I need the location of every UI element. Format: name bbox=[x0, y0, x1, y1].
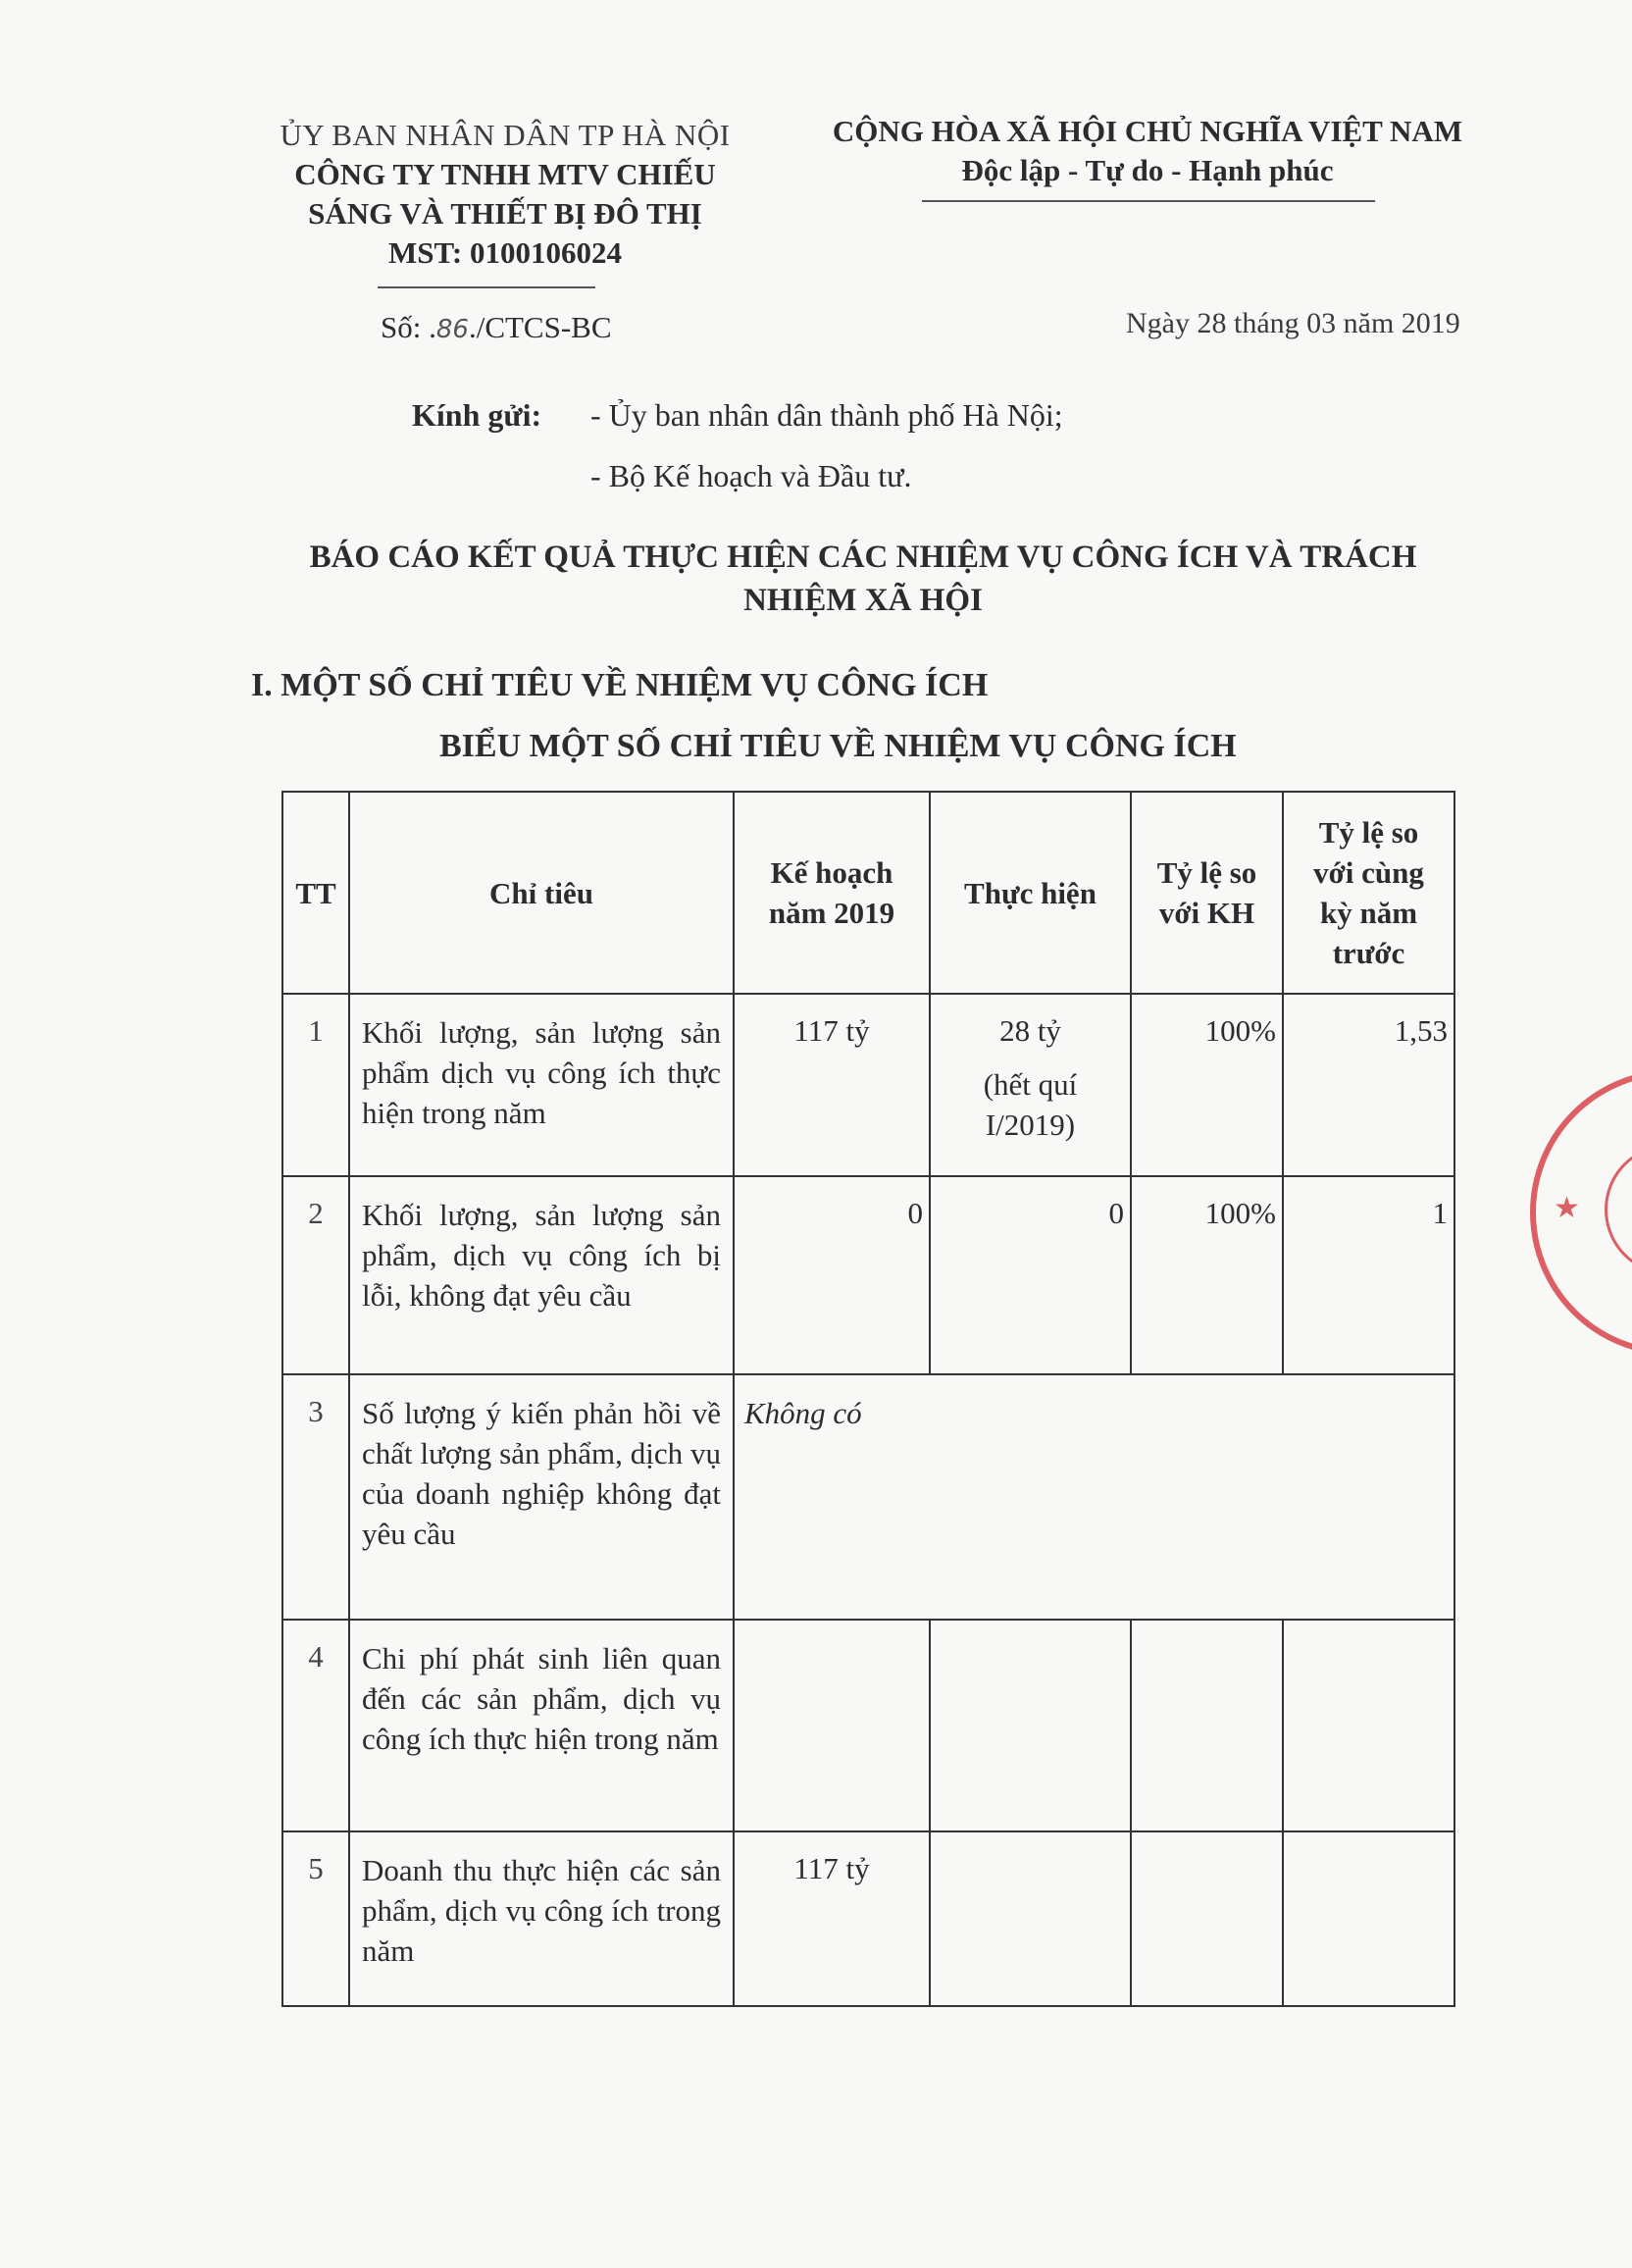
col-header-actual: Thực hiện bbox=[930, 792, 1131, 994]
row-ratio-plan: 100% bbox=[1131, 1176, 1283, 1374]
section-heading: I. MỘT SỐ CHỈ TIÊU VỀ NHIỆM VỤ CÔNG ÍCH bbox=[251, 667, 989, 703]
table-header-row bbox=[282, 792, 1454, 994]
row-ratio-prior bbox=[1283, 1620, 1454, 1831]
col-header-ratio-plan: Tỷ lệ so với KH bbox=[1131, 792, 1283, 994]
row-tt: 4 bbox=[282, 1620, 349, 1831]
doc-number-handwritten: 86 bbox=[435, 315, 469, 344]
row-actual-value: 28 tỷ bbox=[999, 1013, 1061, 1048]
national-motto-block bbox=[804, 112, 1491, 190]
table-row bbox=[282, 994, 1454, 1176]
table-row bbox=[282, 1620, 1454, 1831]
row-tt: 1 bbox=[282, 994, 349, 1176]
row-indicator: Khối lượng, sản lượng sản phẩm dịch vụ công ích thực hiện trong năm bbox=[349, 994, 734, 1176]
row-plan: 0 bbox=[734, 1176, 930, 1374]
row-ratio-plan: 100% bbox=[1131, 994, 1283, 1176]
row-merged-value: Không có bbox=[734, 1374, 1454, 1620]
row-indicator: Khối lượng, sản lượng sản phẩm, dịch vụ công ích bị lỗi, không đạt yêu cầu bbox=[349, 1176, 734, 1374]
row-ratio-prior bbox=[1283, 1831, 1454, 2006]
report-title bbox=[235, 536, 1491, 622]
row-ratio-plan bbox=[1131, 1620, 1283, 1831]
issuer-block bbox=[250, 116, 760, 273]
document-date: Ngày 28 tháng 03 năm 2019 bbox=[1126, 307, 1460, 339]
seal-star-icon: ★ bbox=[1554, 1192, 1580, 1224]
row-plan: 117 tỷ bbox=[734, 1831, 930, 2006]
row-actual bbox=[930, 994, 1131, 1176]
row-plan: 117 tỷ bbox=[734, 994, 930, 1176]
col-header-tt: TT bbox=[282, 792, 349, 994]
row-indicator: Số lượng ý kiến phản hồi về chất lượng sản phẩm, dịch vụ của doanh nghiệp không đạt yêu cầu bbox=[349, 1374, 734, 1620]
col-header-ratio-prior: Tỷ lệ so với cùng kỳ năm trước bbox=[1283, 792, 1454, 994]
row-plan bbox=[734, 1620, 930, 1831]
doc-number-suffix: ./CTCS-BC bbox=[468, 310, 612, 344]
recipient-item: - Bộ Kế hoạch và Đầu tư. bbox=[590, 458, 912, 493]
report-title-line1: BÁO CÁO KẾT QUẢ THỰC HIỆN CÁC NHIỆM VỤ CÔNG ÍCH VÀ TRÁCH bbox=[309, 540, 1417, 575]
table-title: BIỂU MỘT SỐ CHỈ TIÊU VỀ NHIỆM VỤ CÔNG ÍCH bbox=[439, 728, 1237, 764]
report-title-line2: NHIỆM XÃ HỘI bbox=[743, 583, 983, 618]
national-title: CỘNG HÒA XÃ HỘI CHỦ NGHĨA VIỆT NAM bbox=[832, 114, 1463, 148]
table-row bbox=[282, 1831, 1454, 2006]
row-indicator: Doanh thu thực hiện các sản phẩm, dịch vụ công ích trong năm bbox=[349, 1831, 734, 2006]
issuer-tax-code: MST: 0100106024 bbox=[388, 235, 622, 270]
row-tt: 2 bbox=[282, 1176, 349, 1374]
indicators-table bbox=[281, 791, 1455, 2007]
row-actual bbox=[930, 1831, 1131, 2006]
recipient-item: - Ủy ban nhân dân thành phố Hà Nội; bbox=[590, 397, 1063, 433]
row-actual: 0 bbox=[930, 1176, 1131, 1374]
recipients bbox=[412, 385, 1063, 506]
recipients-label: Kính gửi: bbox=[412, 397, 542, 433]
row-ratio-plan bbox=[1131, 1831, 1283, 2006]
col-header-indicator: Chỉ tiêu bbox=[349, 792, 734, 994]
row-tt: 5 bbox=[282, 1831, 349, 2006]
row-ratio-prior: 1,53 bbox=[1283, 994, 1454, 1176]
table-row bbox=[282, 1374, 1454, 1620]
document-number bbox=[381, 310, 612, 345]
row-indicator: Chi phí phát sinh liên quan đến các sản phẩm, dịch vụ công ích thực hiện trong năm bbox=[349, 1620, 734, 1831]
row-actual-note: (hết quí I/2019) bbox=[983, 1067, 1078, 1142]
issuer-name-line2: SÁNG VÀ THIẾT BỊ ĐÔ THỊ bbox=[308, 196, 702, 231]
row-actual bbox=[930, 1620, 1131, 1831]
national-motto: Độc lập - Tự do - Hạnh phúc bbox=[961, 153, 1334, 187]
company-seal-inner-ring bbox=[1605, 1144, 1632, 1275]
issuer-parent-org: ỦY BAN NHÂN DÂN TP HÀ NỘI bbox=[280, 118, 731, 152]
table-row bbox=[282, 1176, 1454, 1374]
issuer-name-line1: CÔNG TY TNHH MTV CHIẾU bbox=[294, 157, 716, 191]
motto-divider bbox=[922, 200, 1375, 202]
company-seal bbox=[1530, 1069, 1632, 1356]
issuer-divider bbox=[378, 286, 595, 288]
col-header-plan: Kế hoạch năm 2019 bbox=[734, 792, 930, 994]
row-tt: 3 bbox=[282, 1374, 349, 1620]
row-ratio-prior: 1 bbox=[1283, 1176, 1454, 1374]
doc-number-prefix: Số: . bbox=[381, 310, 436, 344]
